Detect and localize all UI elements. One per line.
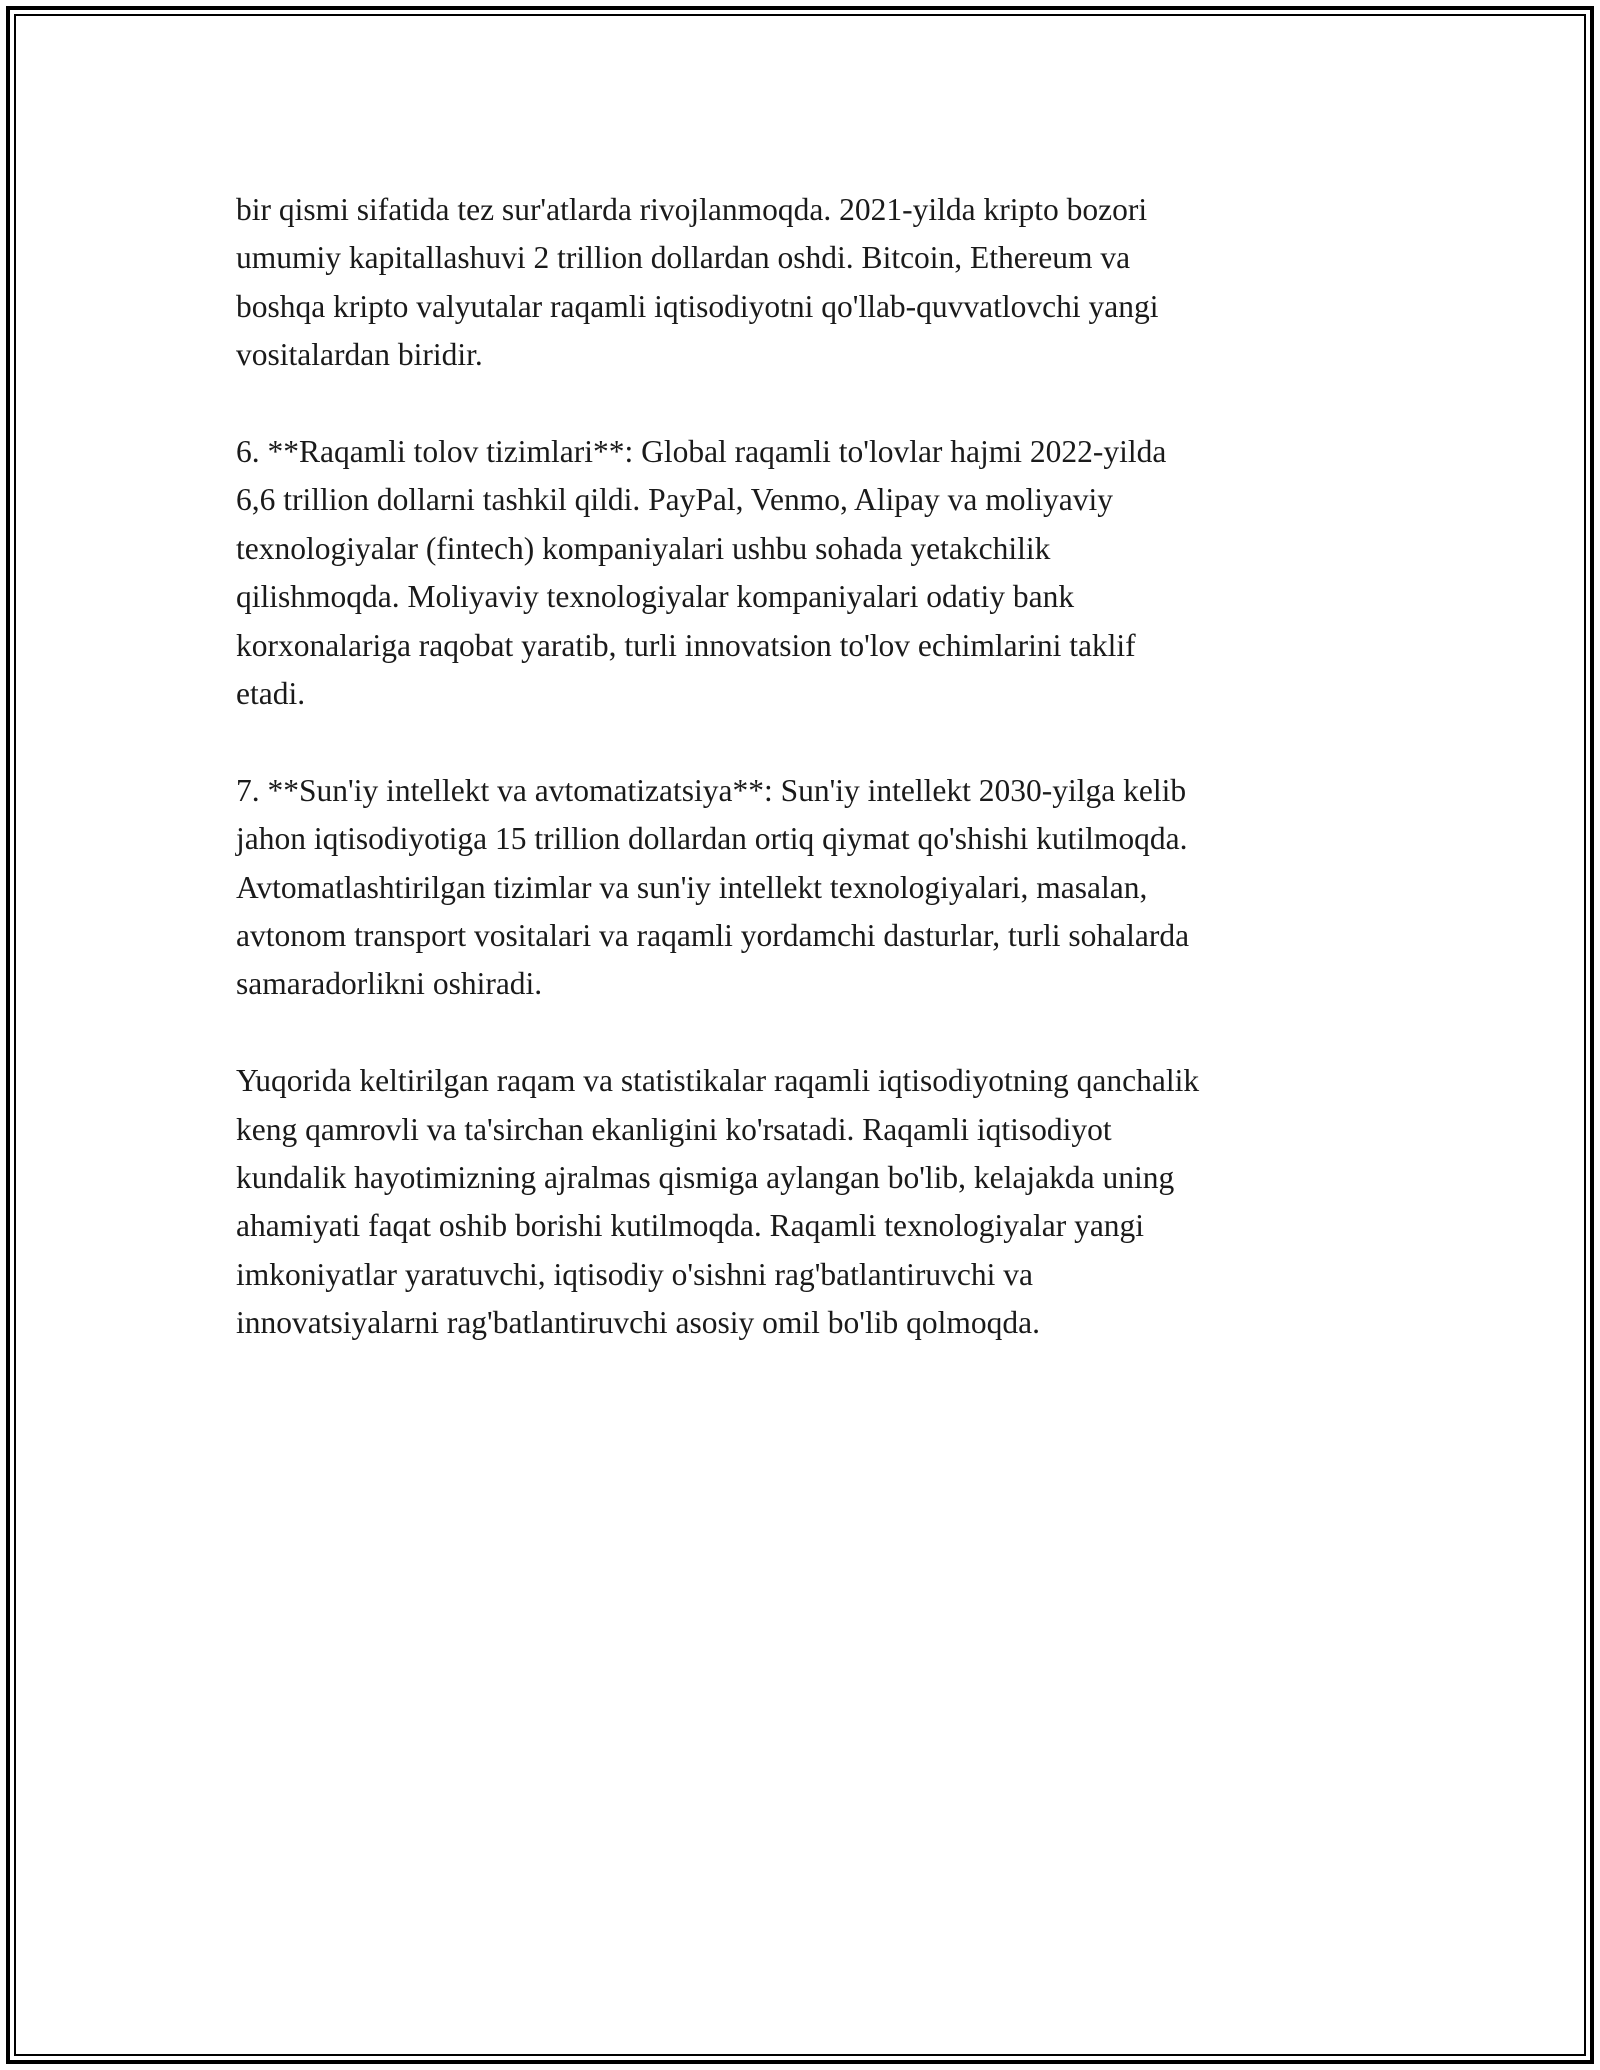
paragraph-crypto: bir qismi sifatida tez sur'atlarda rivojlanmoqda. 2021-yilda kripto bozori umumiy kapitallashuvi 2 trillion dollardan oshdi. Bitcoin, Ethereum va boshqa kripto valyutalar raqamli iqtisodiyotni qo'llab-quvvatlovchi yangi vositalardan biridir. — [236, 192, 1159, 373]
paragraph-digital-payments: 6. **Raqamli tolov tizimlari**: Global raqamli to'lovlar hajmi 2022-yilda 6,6 trillion dollarni tashkil qildi. PayPal, Venmo, Alipay va moliyaviy texnologiyalar (fintech) kompaniyalari ushbu sohada yetakchilik qilishmoqda. Moliyaviy texnologiyalar kompaniyalari odatiy bank korxonalariga raqobat yaratib, turli innovatsion to'lov echimlarini taklif etadi. — [236, 434, 1167, 712]
paragraph-conclusion: Yuqorida keltirilgan raqam va statistikalar raqamli iqtisodiyotning qanchalik keng qamrovli va ta'sirchan ekanligini ko'rsatadi. Raqamli iqtisodiyot kundalik hayotimizning ajralmas qismiga aylangan bo'lib, kelajakda uning ahamiyati faqat oshib borishi kutilmoqda. Raqamli texnologiyalar yangi imkoniyatlar yaratuvchi, iqtisodiy o'sishni rag'batlantiruvchi va innovatsiyalarni rag'batlantiruvchi asosiy omil bo'lib qolmoqda. — [236, 1063, 1200, 1341]
document-body — [236, 186, 1386, 1396]
paragraph-ai-automation: 7. **Sun'iy intellekt va avtomatizatsiya**: Sun'iy intellekt 2030-yilga kelib jahon iqtisodiyotiga 15 trillion dollardan ortiq qiymat qo'shishi kutilmoqda. Avtomatlashtirilgan tizimlar va sun'iy intellekt texnologiyalari, masalan, avtonom transport vositalari va raqamli yordamchi dasturlar, turli sohalarda samaradorlikni oshiradi. — [236, 772, 1190, 1002]
